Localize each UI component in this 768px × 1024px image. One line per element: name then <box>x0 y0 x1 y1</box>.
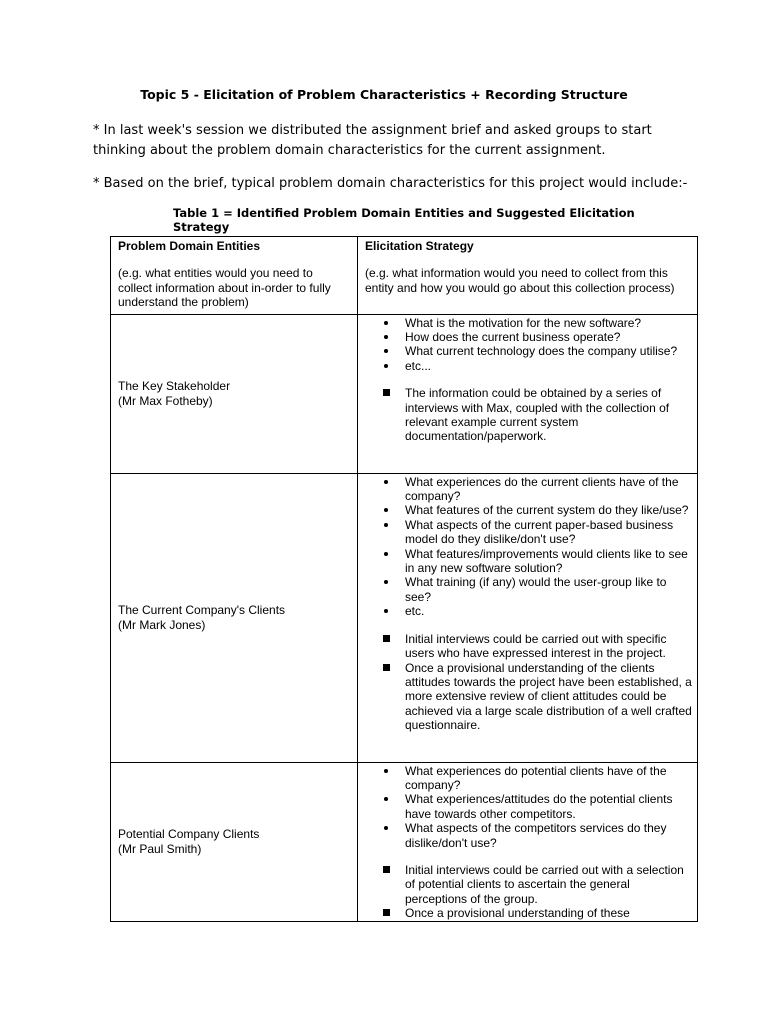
list-item: What experiences do potential clients have of the company? <box>358 764 692 793</box>
entity-cell <box>111 473 358 762</box>
list-item: What aspects of the competitors services do they dislike/don't use? <box>358 821 692 850</box>
header-title: Elicitation Strategy <box>365 239 474 253</box>
header-cell-strategy <box>358 237 698 315</box>
list-item: Once a provisional understanding of these <box>358 906 692 920</box>
action-list <box>358 632 692 733</box>
elicitation-table <box>110 236 698 922</box>
list-item: What training (if any) would the user-group like to see? <box>358 575 692 604</box>
list-item: What aspects of the current paper-based business model do they dislike/don't use? <box>358 518 692 547</box>
list-item: etc... <box>358 359 692 373</box>
list-item: What experiences/attitudes do the potential clients have towards other competitors. <box>358 792 692 821</box>
list-item: Initial interviews could be carried out with specific users who have expressed interest in the project. <box>358 632 692 661</box>
list-item: What features/improvements would clients like to see in any new software solution? <box>358 547 692 576</box>
table-caption: Table 1 = Identified Problem Domain Entities and Suggested Elicitation Strategy <box>173 206 635 234</box>
entity-name: The Current Company's Clients <box>118 603 286 618</box>
list-item: What is the motivation for the new software? <box>358 316 692 330</box>
header-cell-entities <box>111 237 358 315</box>
table-header-row <box>111 237 698 315</box>
brief-paragraph: * Based on the brief, typical problem domain characteristics for this project would include:- <box>93 176 688 191</box>
entity-contact: (Mr Max Fotheby) <box>118 393 213 408</box>
list-item: What experiences do the current clients have of the company? <box>358 475 692 504</box>
entity-contact: (Mr Mark Jones) <box>118 617 206 632</box>
document-title: Topic 5 - Elicitation of Problem Characteristics + Recording Structure <box>140 87 628 102</box>
entity-contact: (Mr Paul Smith) <box>118 841 202 856</box>
header-description: (e.g. what information would you need to collect from this entity and how you would go about this collection process) <box>365 266 675 295</box>
table-row <box>111 314 698 473</box>
entity-name: The Key Stakeholder <box>118 379 231 394</box>
table-row <box>111 762 698 921</box>
list-item: What features of the current system do they like/use? <box>358 503 692 517</box>
entity-cell <box>111 314 358 473</box>
list-item: Once a provisional understanding of the clients attitudes towards the project have been established, a more extensive review of client attitudes could be achieved via a large scale distribution of a well crafted questionnaire. <box>358 661 692 733</box>
question-list <box>358 475 692 619</box>
header-title: Problem Domain Entities <box>118 239 261 253</box>
question-list <box>358 764 692 850</box>
intro-paragraph: * In last week's session we distributed the assignment brief and asked groups to start thinking about the problem domain characteristics for the current assignment. <box>93 123 652 158</box>
list-item: How does the current business operate? <box>358 330 692 344</box>
list-item: The information could be obtained by a series of interviews with Max, coupled with the collection of relevant example current system documentation/paperwork. <box>358 386 692 444</box>
strategy-cell <box>358 473 698 762</box>
list-item: What current technology does the company utilise? <box>358 344 692 358</box>
action-list <box>358 863 692 921</box>
header-description: (e.g. what entities would you need to collect information about in-order to fully understand the problem) <box>118 266 331 310</box>
list-item: Initial interviews could be carried out with a selection of potential clients to ascertain the general perceptions of the group. <box>358 863 692 906</box>
strategy-cell <box>358 762 698 921</box>
table-row <box>111 473 698 762</box>
question-list <box>358 316 692 374</box>
entity-name: Potential Company Clients <box>118 827 260 842</box>
strategy-cell <box>358 314 698 473</box>
list-item: etc. <box>358 604 692 618</box>
entity-cell <box>111 762 358 921</box>
action-list <box>358 386 692 444</box>
